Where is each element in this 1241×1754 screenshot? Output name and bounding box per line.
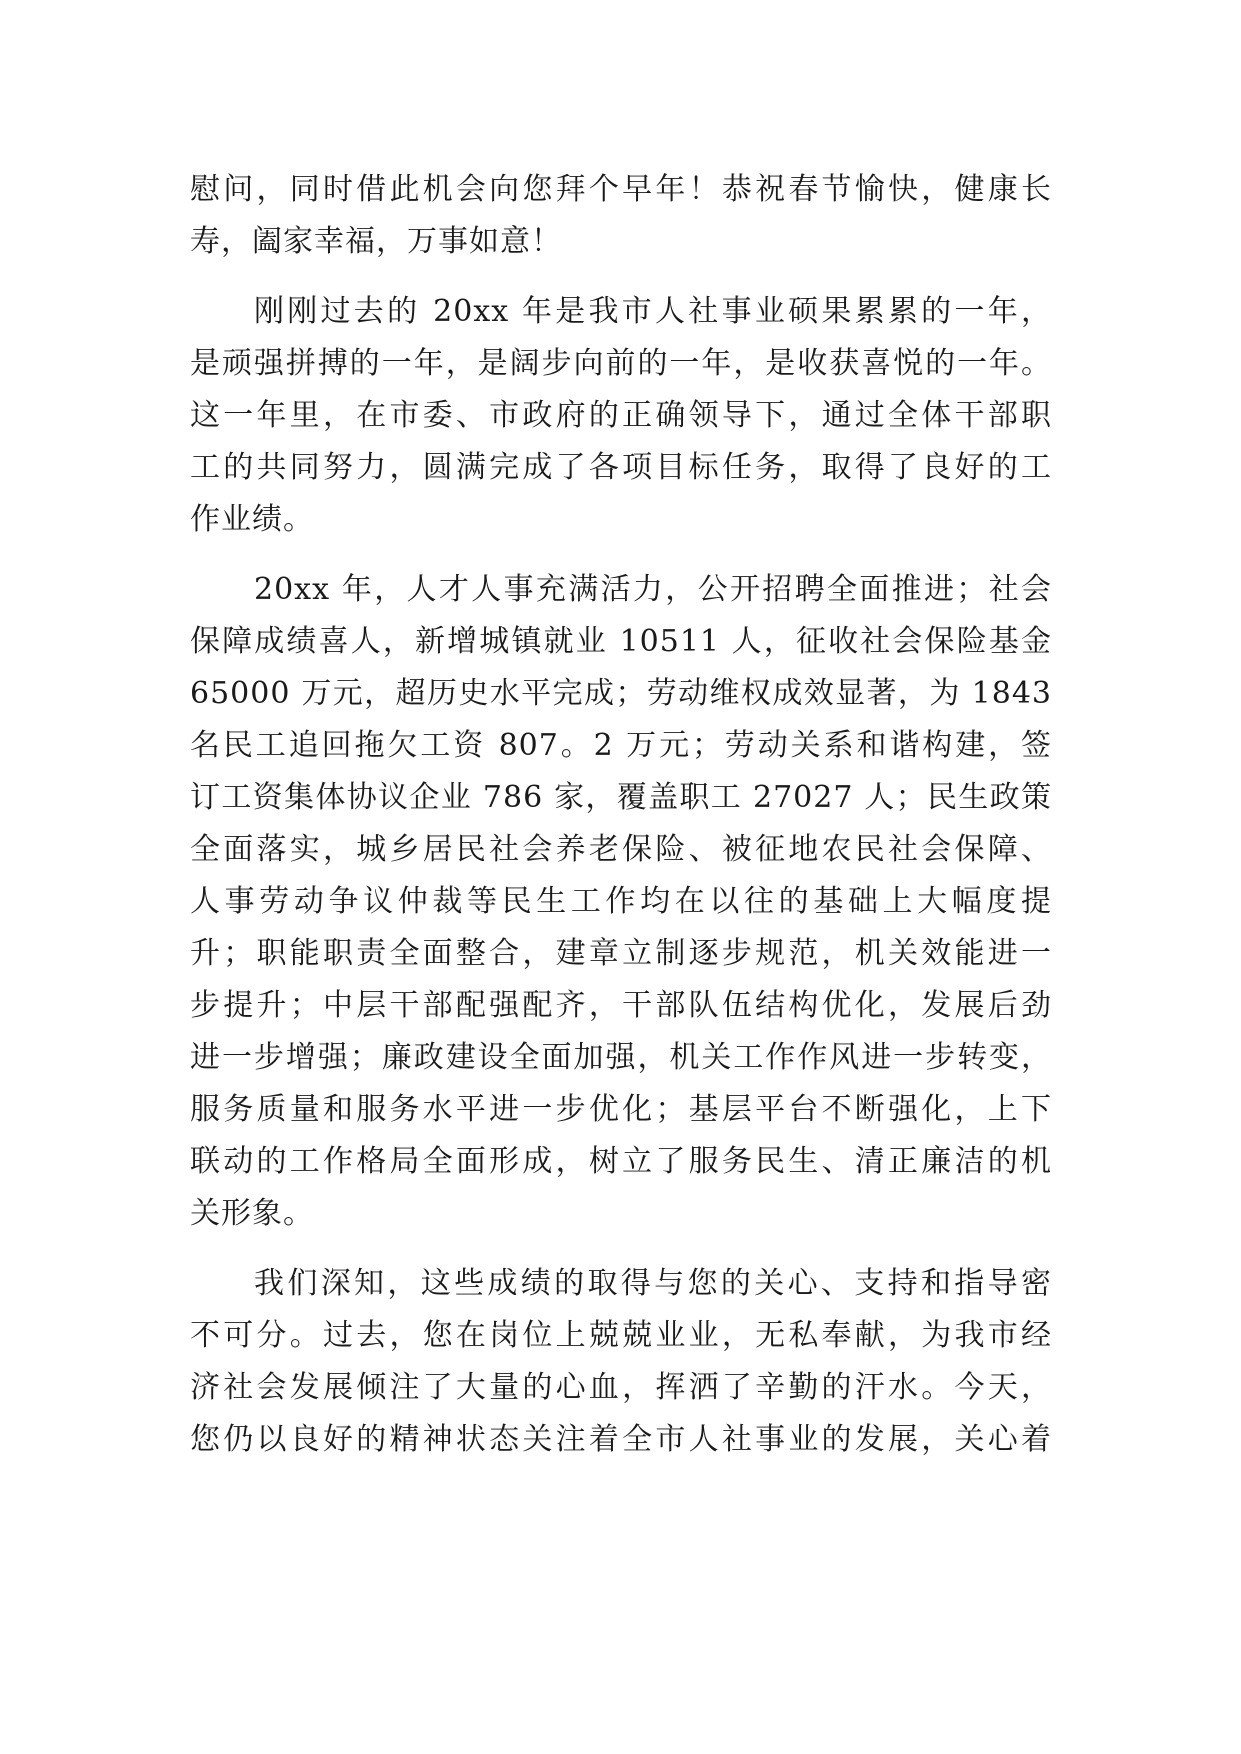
text-line: 步提升；中层干部配强配齐，干部队伍结构优化，发展后劲 <box>190 988 1052 1023</box>
text-line: 保障成绩喜人，新增城镇就业 10511 人，征收社会保险基金 <box>190 624 1052 659</box>
text-line: 这一年里，在市委、市政府的正确领导下，通过全体干部职 <box>190 398 1052 433</box>
text-line: 全面落实，城乡居民社会养老保险、被征地农民社会保障、 <box>190 832 1052 867</box>
text-line: 关形象。 <box>190 1196 314 1231</box>
text-line: 订工资集体协议企业 786 家，覆盖职工 27027 人；民生政策 <box>190 780 1052 815</box>
text-line: 65000 万元，超历史水平完成；劳动维权成效显著，为 1843 <box>190 676 1052 711</box>
paragraph-first-line: 我们深知，这些成绩的取得与您的关心、支持和指导密 <box>254 1266 1052 1301</box>
text-line: 人事劳动争议仲裁等民生工作均在以往的基础上大幅度提 <box>190 884 1052 919</box>
text-line: 济社会发展倾注了大量的心血，挥洒了辛勤的汗水。今天， <box>190 1370 1052 1405</box>
text-line: 工的共同努力，圆满完成了各项目标任务，取得了良好的工 <box>190 450 1052 485</box>
text-line: 您仍以良好的精神状态关注着全市人社事业的发展，关心着 <box>190 1422 1052 1457</box>
text-line: 升；职能职责全面整合，建章立制逐步规范，机关效能进一 <box>190 936 1052 971</box>
paragraph-first-line: 20xx 年，人才人事充满活力，公开招聘全面推进；社会 <box>254 572 1052 607</box>
text-line: 不可分。过去，您在岗位上兢兢业业，无私奉献，为我市经 <box>190 1318 1052 1353</box>
text-line: 进一步增强；廉政建设全面加强，机关工作作风进一步转变， <box>190 1040 1052 1075</box>
text-line: 服务质量和服务水平进一步优化；基层平台不断强化，上下 <box>190 1092 1052 1127</box>
text-line: 作业绩。 <box>190 502 314 537</box>
text-line: 慰问，同时借此机会向您拜个早年！恭祝春节愉快，健康长 <box>190 172 1052 207</box>
paragraph-first-line: 刚刚过去的 20xx 年是我市人社事业硕果累累的一年， <box>254 294 1052 329</box>
text-line: 是顽强拼搏的一年，是阔步向前的一年，是收获喜悦的一年。 <box>190 346 1052 381</box>
text-line: 名民工追回拖欠工资 807。2 万元；劳动关系和谐构建，签 <box>190 728 1052 763</box>
text-line: 联动的工作格局全面形成，树立了服务民生、清正廉洁的机 <box>190 1144 1052 1179</box>
text-line: 寿，阖家幸福，万事如意！ <box>190 224 562 259</box>
